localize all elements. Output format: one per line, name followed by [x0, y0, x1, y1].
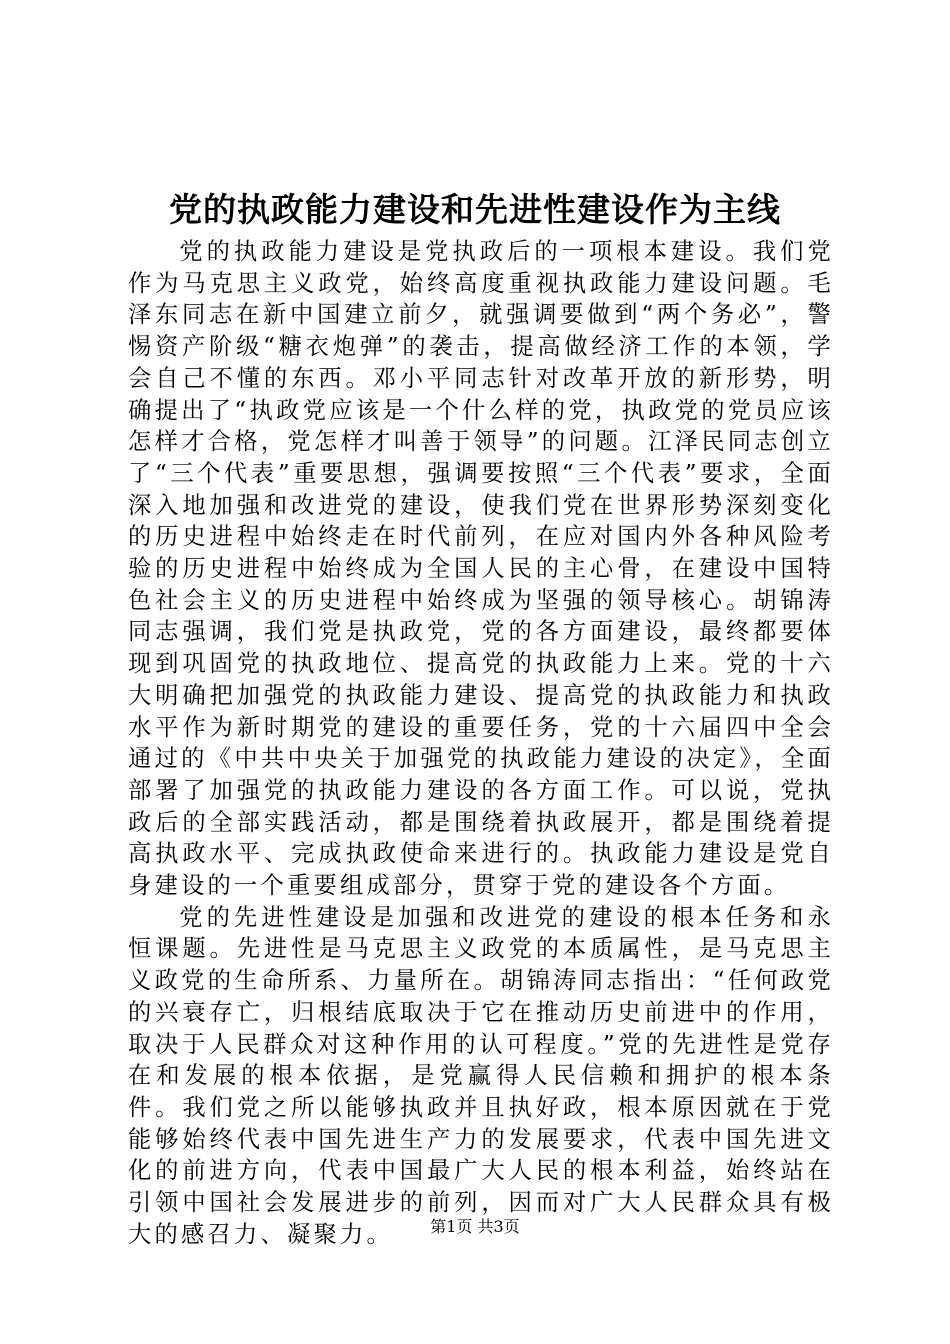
- paragraph-2: 党的先进性建设是加强和改进党的建设的根本任务和永恒课题。先进性是马克思主义政党的本质属性，是马克思主义政党的生命所系、力量所在。胡锦涛同志指出：“任何政党的兴衰存亡，归根结底取决于它在推动历史前进中的作用，取决于人民群众对这种作用的认可程度。”党的先进性是党存在和发展的根本依据，是党赢得人民信赖和拥护的根本条件。我们党之所以能够执政并且执好政，根本原因就在于党能够始终代表中国先进生产力的发展要求，代表中国先进文化的前进方向，代表中国最广大人民的根本利益，始终站在引领中国社会发展进步的前列，因而对广大人民群众具有极大的感召力、凝聚力。: [128, 903, 834, 1248]
- document-title: 党的执政能力建设和先进性建设作为主线: [169, 190, 781, 229]
- paragraph-1: 党的执政能力建设是党执政后的一项根本建设。我们党作为马克思主义政党，始终高度重视执政能力建设问题。毛泽东同志在新中国建立前夕，就强调要做到“两个务必”，警惕资产阶级“糖衣炮弹”的袭击，提高做经济工作的本领，学会自己不懂的东西。邓小平同志针对改革开放的新形势，明确提出了“执政党应该是一个什么样的党，执政党的党员应该怎样才合格，党怎样才叫善于领导”的问题。江泽民同志创立了“三个代表”重要思想，强调要按照“三个代表”要求，全面深入地加强和改进党的建设，使我们党在世界形势深刻变化的历史进程中始终走在时代前列，在应对国内外各种风险考验的历史进程中始终成为全国人民的主心骨，在建设中国特色社会主义的历史进程中始终成为坚强的领导核心。胡锦涛同志强调，我们党是执政党，党的各方面建设，最终都要体现到巩固党的执政地位、提高党的执政能力上来。党的十六大明确把加强党的执政能力建设、提高党的执政能力和执政水平作为新时期党的建设的重要任务，党的十六届四中全会通过的《中共中央关于加强党的执政能力建设的决定》，全面部署了加强党的执政能力建设的各方面工作。可以说，党执政后的全部实践活动，都是围绕着执政展开，都是围绕着提高执政水平、完成执政使命来进行的。执政能力建设是党自身建设的一个重要组成部分，贯穿于党的建设各个方面。: [128, 238, 834, 900]
- page-number-footer: 第1页 共3页: [430, 1217, 520, 1236]
- document-body: [128, 236, 834, 1251]
